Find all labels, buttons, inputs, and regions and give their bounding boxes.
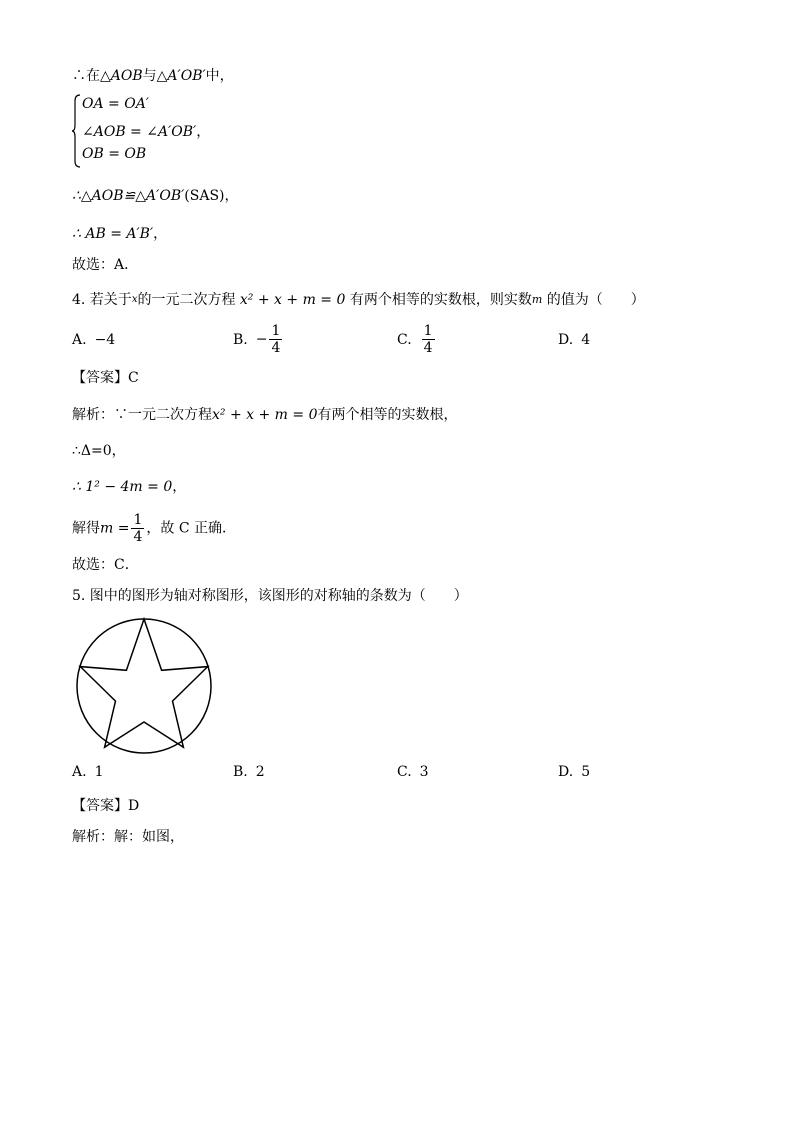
q4-solution-choice: 故选：C．	[72, 557, 139, 573]
q5-option-c: C. 3	[397, 764, 429, 780]
triangle-a-prime-ob-prime: △A′OB′	[156, 68, 206, 84]
q4-stem: 4. 若关于$^x$的一元二次方程 x² + x + m = 0 有两个相等的实数根，则实数$^m$ 的值为（ ）	[72, 292, 645, 308]
q4-option-b: B. − $\frac{1}{4}$	[233, 323, 281, 356]
q4-answer: 【答案】C	[72, 370, 139, 386]
proof-line-congruent: ∴△AOB≌△A′OB′(SAS)，	[72, 188, 239, 204]
q4-solution-line-1: 解析：∵一元二次方程x² + x + m = 0有两个相等的实数根，	[72, 407, 458, 423]
proof-line-1	[72, 66, 234, 86]
system-row-3: OB = OB	[82, 146, 147, 162]
q5-option-b: B. 2	[233, 764, 265, 780]
system-row-2: ∠AOB = ∠A′OB′，	[82, 124, 211, 140]
triangle-aob: △AOB	[100, 68, 143, 84]
q4-solution-line-2: ∴Δ=0，	[72, 443, 126, 459]
star-in-circle-figure	[74, 616, 214, 756]
proof-choice: 故选：A．	[72, 257, 139, 273]
proof-therefore-in: ∴在	[72, 68, 100, 84]
q4-solution-line-4: 解得m = $\frac{1}{4}$ ，故 C 正确．	[72, 512, 237, 545]
q4-equation: x² + x + m = 0	[239, 292, 346, 308]
outer-circle	[77, 619, 211, 753]
q4-option-c: C. $\frac{1}{4}$	[397, 323, 433, 356]
system-row-1: OA = OA′	[82, 96, 149, 112]
q4-option-a: A. −4	[72, 332, 116, 348]
left-brace-icon	[72, 94, 82, 168]
q5-option-a: A. 1	[72, 764, 104, 780]
proof-line-ab-equal: ∴ AB = A′B′，	[72, 226, 168, 242]
five-point-star	[80, 619, 207, 747]
proof-in: 中，	[205, 68, 234, 84]
q5-option-d: D. 5	[558, 764, 591, 780]
q5-stem: 5. 图中的图形为轴对称图形，该图形的对称轴的条数为（ ）	[72, 588, 468, 604]
q4-solution-line-3: ∴ 1² − 4m = 0，	[72, 479, 187, 495]
proof-and: 与	[142, 68, 157, 84]
q5-solution-line-1: 解析：解：如图，	[72, 829, 184, 845]
q5-answer: 【答案】D	[72, 798, 140, 814]
q4-option-d: D. 4	[558, 332, 591, 348]
